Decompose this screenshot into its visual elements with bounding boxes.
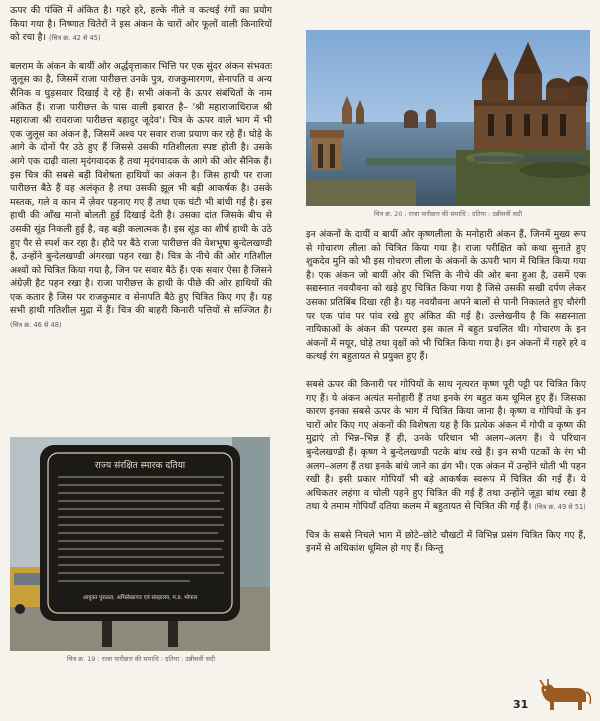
notice-board-image bbox=[10, 437, 270, 651]
figure-reference: (चित्र क्र. 49 से 51) bbox=[534, 503, 586, 512]
cow-ornament-icon bbox=[536, 678, 592, 714]
photo-caption: चित्र क्र. 20 : राजा पारीछत्त की समाधि : दतिया : उन्नीसवीं सदी bbox=[374, 210, 522, 218]
right-paragraph-3: चित्र के सबसे निचले भाग में छोटे–छोटे चौखटों में विभिन्न प्रसंग चित्रित किए गए हैं, इनमें से अधिकांश धूमिल हो गए हैं। किन्तु bbox=[306, 529, 586, 555]
board-footer: आयुक्त पुरातत्व, अभिलेखागार एवं संग्रहालय, म.प्र. भोपाल bbox=[82, 595, 198, 601]
left-paragraph-2: बलराम के अंकन के बायीं ओर अर्द्धवृत्ताकार भित्ति पर एक सुंदर अंकन संभवतः जुलूस का है, जिसमें राजा पारीछत्त उनके पुत्र, राजकुमारगण, सेनापति व अन्य सैनिक व घुड़सवार दिखाई दे रहे हैं। सभी अंकनों के ऊपर संबंधितों के नाम अंकित हैं। राजा पारीछत्त के पास वाली इबारत है– 'श्री महाराजाधिराज श्री महाराजा श्री रावराजा पारीछत्त बहादुर जूदेव'। चित्र के ऊपर वाले भाग में भी एक जुलूस का अंकन है, जिसमें अश्व पर सवार राजा प्रयाण कर रहे हैं। घोड़े के आगे के दोनों पैर उठे हुए हैं जिससे उसकी गतिशीलता स्पष्ट होती है। उसके आगे एक दाढ़ी वाला मृदंगवादक है तथा मृदंगवादक के आगे की ओर सैनिक हैं। इस चित्र की सबसे बड़ी विशेषता हाथियों का अंकन है। जिस हाथी पर राजा पारीछत्त बैठे हैं वह अलंकृत है तथा उसकी झूल भी बड़ी आकर्षक है। उसके मस्तक, गले व कान में ज़ेवर पहनाए गए हैं तथा एक घंटी भी बांधी गई है। इस हाथी की आँख मानो बोलती हुई दिखाई देती है। उसका दांत जिसके बीच से उसकी सूंड निकली हुई है, वह बड़ी कलात्मक है। इस सूंड का शीर्ष हाथी के उठे हुए पैर से स्पर्श कर रहा है। हौदे पर बैठे राजा पारीछत्त की वेशभूषा बुन्देलखण्डी है, उन्होंने बुन्देलखण्डी अंगरखा पहन रखा है। चित्र के नीचे की ओर गतिशील अश्वों को चित्रित किया गया है, जिन पर सवार बैठे हैं। एक सवार ऐसा है जिसने अंग्रेज़ी हैट पहन रखा है। राजा पारीछत्त के हाथी के पीछे की ओर हाथियों की एक कतार है जिस पर राजकुमार व सेनापति बैठे हुए चित्रित किए गए हैं। यह सभी हाथी गतिशील मुद्रा में हैं। चित्र की बाहरी किनारी पत्तियों से सज्जित है। (चित्र क्र. 46 से 48) bbox=[10, 60, 272, 330]
board-title: राज्य संरक्षित स्मारक दतिया bbox=[94, 461, 186, 471]
page-number: 31 bbox=[513, 698, 529, 711]
board-caption: चित्र क्र. 19 : राजा पारीछत्त की समाधि : दतिया : उन्नीसवीं सदी bbox=[67, 655, 215, 663]
cenotaph-photo bbox=[306, 30, 590, 206]
figure-reference: (चित्र क्र. 42 से 45) bbox=[49, 34, 101, 43]
left-column bbox=[10, 4, 272, 333]
right-column bbox=[306, 228, 586, 556]
cenotaph-photo-image bbox=[306, 30, 590, 206]
notice-board-photo bbox=[10, 437, 270, 651]
figure-reference: (चित्र क्र. 46 से 48) bbox=[10, 321, 62, 330]
right-paragraph-2: सबसे ऊपर की किनारी पर गोपियों के साथ नृत्यरत कृष्ण पूरी पट्टी पर चित्रित किए गए हैं। ये अंकन अत्यंत मनोहारी हैं तथा इनके रंग बहुत कम धूमिल हुए हैं। जिसका कारण इनका सबसे ऊपर के भाग में चित्रित किया जाना है। कृष्ण व गोपियों के इन चारों ओर किए गए अंकनों की विशेषता यह है कि प्रत्येक अंकन में गोपी व कृष्ण की मुद्राएं तो भिन्न–भिन्न हैं ही, उनके परिधान भी अलग–अलग हैं। ये परिधान बुन्देलखण्डी हैं। कृष्ण ने बुन्देलखण्डी पटके बांध रखे हैं। इन सभी पटकों के रंग भी अलग–अलग हैं तथा इनके बांधे जाने का ढंग भी। एक अंकन में उन्होंने धोती भी पहन रखी है। इसी प्रकार गोपियाँ भी बड़े आकर्षक स्वरूप में चित्रित की गई हैं। ये अधिकतर लहंगा व चोली पहने हुए चित्रित की गई हैं तथा उन्होंने जूड़ा बांध रखा है तथा ये तमाम गोपियाँ दतिया कलम में बहुतायत से चित्रित की गई हैं। (चित्र क्र. 49 से 51) bbox=[306, 378, 586, 513]
left-paragraph-1: ऊपर की पंक्ति में अंकित है। गहरे हरे, हल्के नीले व कत्थई रंगों का प्रयोग किया गया है। निष्णात चितेरों ने इस अंकन के चारों ओर फूलों वाली किनारियों को रचा है। (चित्र क्र. 42 से 45) bbox=[10, 5, 272, 44]
right-paragraph-1: इन अंकनों के दायीं व बायीं ओर कृष्णलीला के मनोहारी अंकन हैं, जिनमें मुख्य रूप से गोचारण लीला को चित्रित किया गया है। राजा परीक्षित को कथा सुनाते हुए शुकदेव मुनि को भी इस गोचरण लीला के अंकनों के ऊपरी भाग में चित्रित किया गया है। एक अंकन जो बायीं ओर की भित्ति के नीचे की ओर बना हुआ है, उसमें एक सद्यस्नात नवयौवना को खड़े हुए चित्रित किया गया है जिसे उसकी सखी दर्पण लेकर उसका प्रतिबिंब दिखा रही है। यह नवयौवना अपने बालों से पानी निकालते हुए चौरंगी पर एक पांव पर पांव रखे हुए अंकित की गई है। उल्लेखनीय है कि सद्यस्नाता नायिकाओं के अंकन की परम्परा इस काल में बहुत प्रचलित थी। गोचारण के इन अंकनों में मयूर, घोड़े तथा वृक्षों को भी चित्रित किया गया है। इन अंकनों में गहरे हरे व कत्थई रंग बहुतायत से प्रयुक्त हुए हैं। bbox=[306, 229, 586, 363]
